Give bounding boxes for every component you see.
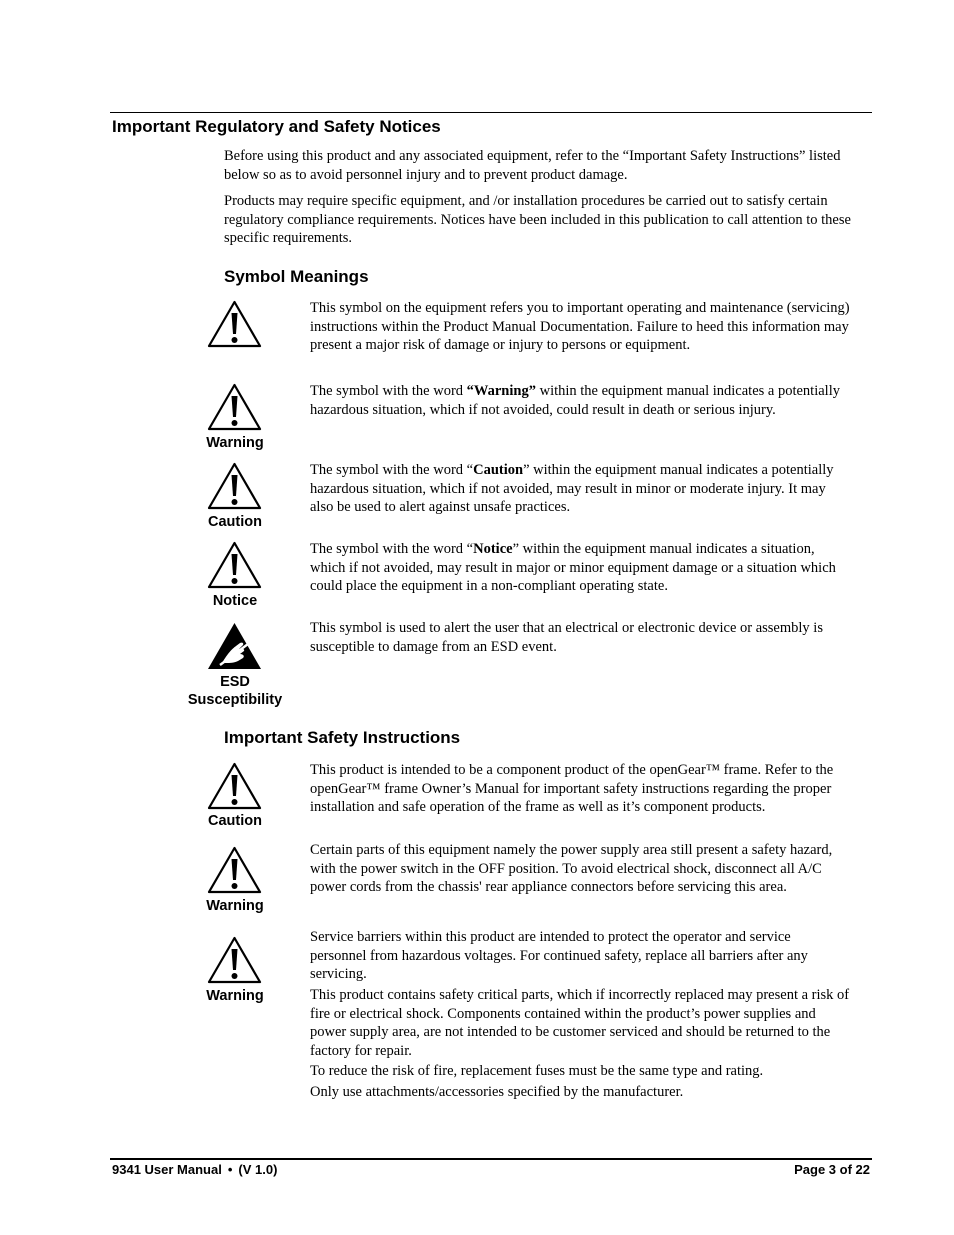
header-rule (110, 112, 872, 113)
warning-triangle-icon (206, 845, 263, 895)
symbol-meanings-heading: Symbol Meanings (224, 267, 369, 286)
notice-label: Notice (212, 593, 258, 609)
safety-warning-text-1: Certain parts of this equipment namely the power supply area still present a safety hazard, with the power switch in the OFF position. To avoid electrical shock, disconnect all A/C power cords from the chassis' rear appliance connectors before servicing this area. (310, 842, 833, 895)
intro-paragraph-1: Before using this product and any associated equipment, refer to the “Important Safety Instructions” listed below so as to avoid personnel injury and to prevent product damage. (224, 148, 841, 183)
safety-warning-text-2: Service barriers within this product are intended to protect the operator and service personnel from hazardous voltages. For continued safety, replace all barriers after any servicing. (310, 929, 808, 982)
caution-label: Caution (208, 514, 262, 530)
safety-fuses-text: To reduce the risk of fire, replacement fuses must be the same type and rating. (310, 1063, 764, 1079)
esd-susceptibility-icon (206, 621, 263, 671)
safety-caution-text: This product is intended to be a component product of the openGear™ frame. Refer to the openGear™ frame Owner’s Manual for important safety instructions regarding the proper installation and safe operation of the frame as well as it’s component products. (310, 762, 834, 815)
intro-paragraph-2: Products may require specific equipment, and /or installation procedures be carried out to satisfy certain regulatory compliance requirements. Notices have been included in this publication to call attention to these specific requirements. (224, 193, 851, 247)
safety-warning-label-1: Warning (206, 898, 264, 914)
caution-triangle-icon (206, 461, 263, 511)
caution-triangle-icon (206, 761, 263, 811)
esd-label-susceptibility: Susceptibility (187, 692, 283, 708)
warning-triangle-icon (206, 299, 263, 349)
caution-symbol-description: The symbol with the word “Caution” within the equipment manual indicates a potentially hazardous situation, which if not avoided, may result in minor or moderate injury. It may also be used to alert against unsafe practices. (310, 462, 834, 515)
general-symbol-description: This symbol on the equipment refers you to important operating and maintenance (servicing) instructions within the Product Manual Documentation. Failure to heed this information may present a major risk of damage or injury to persons or equipment. (310, 300, 850, 353)
warning-triangle-icon (206, 382, 263, 432)
safety-attachments-text: Only use attachments/accessories specified by the manufacturer. (310, 1084, 684, 1100)
warning-triangle-icon (206, 935, 263, 985)
warning-label: Warning (206, 435, 264, 451)
safety-warning-label-2: Warning (206, 988, 264, 1004)
footer-rule (110, 1158, 872, 1160)
notice-symbol-description: The symbol with the word “Notice” within the equipment manual indicates a situation, which if not avoided, may result in major or minor equipment damage or a situation which could place the equipment in a non-compliant operating state. (310, 541, 836, 594)
esd-symbol-description: This symbol is used to alert the user that an electrical or electronic device or assembly is susceptible to damage from an ESD event. (310, 620, 823, 655)
notice-triangle-icon (206, 540, 263, 590)
safety-critical-parts-text: This product contains safety critical parts, which if incorrectly replaced may present a risk of fire or electrical shock. Components contained within the product’s power supplies and power supply area, are not intended to be customer serviced and should be returned to the factory for repair. (310, 987, 850, 1059)
page-title: Important Regulatory and Safety Notices (112, 117, 441, 136)
warning-symbol-description: The symbol with the word “Warning” within the equipment manual indicates a potentially hazardous situation, which if not avoided, could result in death or serious injury. (310, 383, 840, 418)
footer-page-number: Page 3 of 22 (794, 1162, 870, 1177)
esd-label: ESD (220, 674, 250, 690)
safety-caution-label: Caution (208, 813, 262, 829)
bullet-icon: • (227, 1162, 233, 1177)
footer-manual-info: 9341 User Manual • (V 1.0) (112, 1162, 278, 1177)
safety-instructions-heading: Important Safety Instructions (224, 728, 461, 747)
